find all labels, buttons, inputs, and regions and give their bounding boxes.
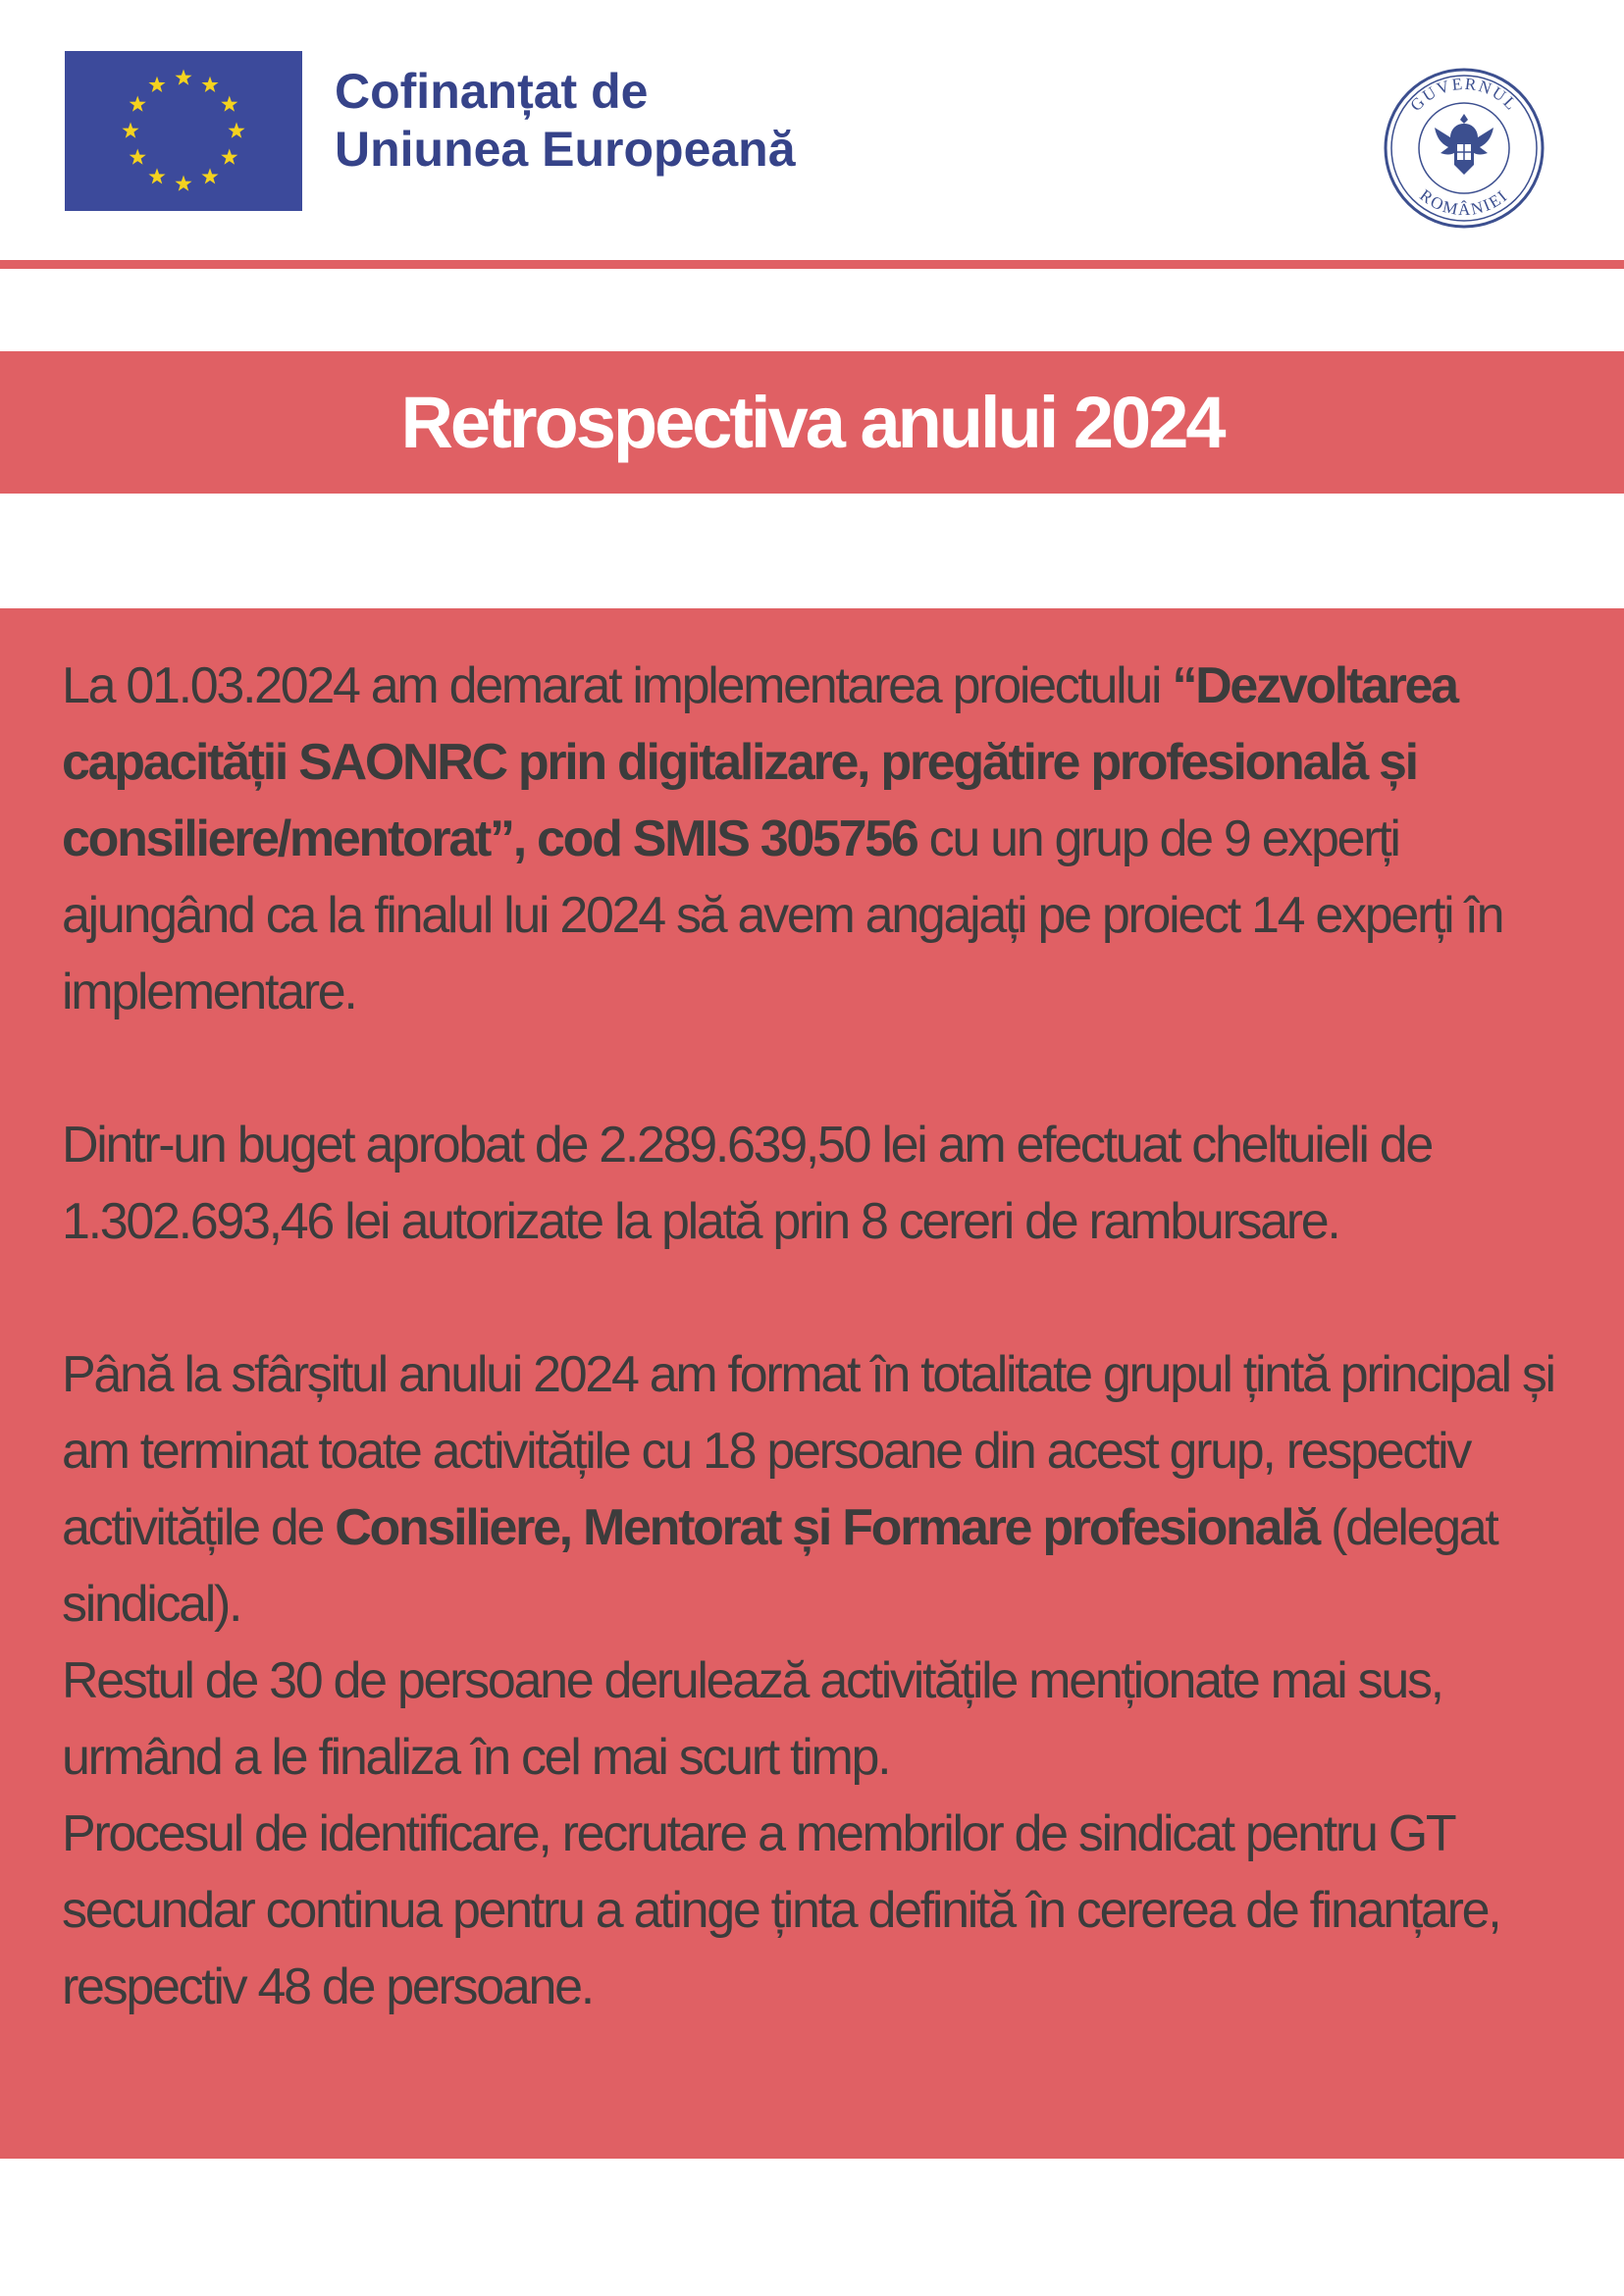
eu-cofinancing-line2: Uniunea Europeană xyxy=(335,122,796,177)
eu-cofinancing-line1: Cofinanțat de xyxy=(335,64,649,119)
content-panel xyxy=(0,608,1624,2159)
paragraph-text: cu un grup de 9 experți ajungând ca la finalul lui 2024 să avem angajați pe proiect 14 experți în implementare. xyxy=(62,810,1503,1020)
paragraph-recruitment: Procesul de identificare, recrutare a membrilor de sindicat pentru GT secundar continua pentru a atinge ținta definită în cererea de finanțare, respectiv 48 de persoane. xyxy=(62,1805,1500,2015)
header-divider xyxy=(0,260,1624,269)
title-banner xyxy=(0,351,1624,494)
paragraph-budget: Dintr-un buget aprobat de 2.289.639,50 lei am efectuat cheltuieli de 1.302.693,46 lei autorizate la plată prin 8 cereri de rambursare. xyxy=(62,1117,1432,1250)
activities-bold: Consiliere, Mentorat și Formare profesională xyxy=(335,1499,1319,1556)
romanian-government-seal-icon xyxy=(1370,67,1558,230)
eu-flag-logo xyxy=(65,51,302,211)
paragraph-text: (delegat sindical). xyxy=(62,1499,1497,1633)
paragraph-text: Până la sfârșitul anului 2024 am format în totalitate grupul țintă principal și am terminat toate activitățile cu 18 persoane din acest grup, respectiv activitățile de xyxy=(62,1346,1554,1556)
government-emblem-logo xyxy=(1370,67,1558,230)
eu-cofinancing-label xyxy=(335,63,796,179)
paragraph-target-group xyxy=(62,1336,1585,1643)
page-title: Retrospectiva anului 2024 xyxy=(400,381,1224,463)
emblem-top-text: GUVERNUL xyxy=(1406,74,1522,115)
paragraph-project-start xyxy=(62,648,1585,1030)
emblem-bottom-text: ROMÂNIEI xyxy=(1416,185,1512,220)
eu-flag-icon xyxy=(65,51,302,211)
paragraph-text: La 01.03.2024 am demarat implementarea proiectului xyxy=(62,657,1161,714)
project-name-bold: “Dezvoltarea capacității SAONRC prin digitalizare, pregătire profesională și consiliere/mentorat”, cod SMIS 305756 xyxy=(62,657,1457,867)
paragraph-remaining: Restul de 30 de persoane derulează activitățile menționate mai sus, urmând a le finaliza în cel mai scurt timp. xyxy=(62,1652,1442,1786)
